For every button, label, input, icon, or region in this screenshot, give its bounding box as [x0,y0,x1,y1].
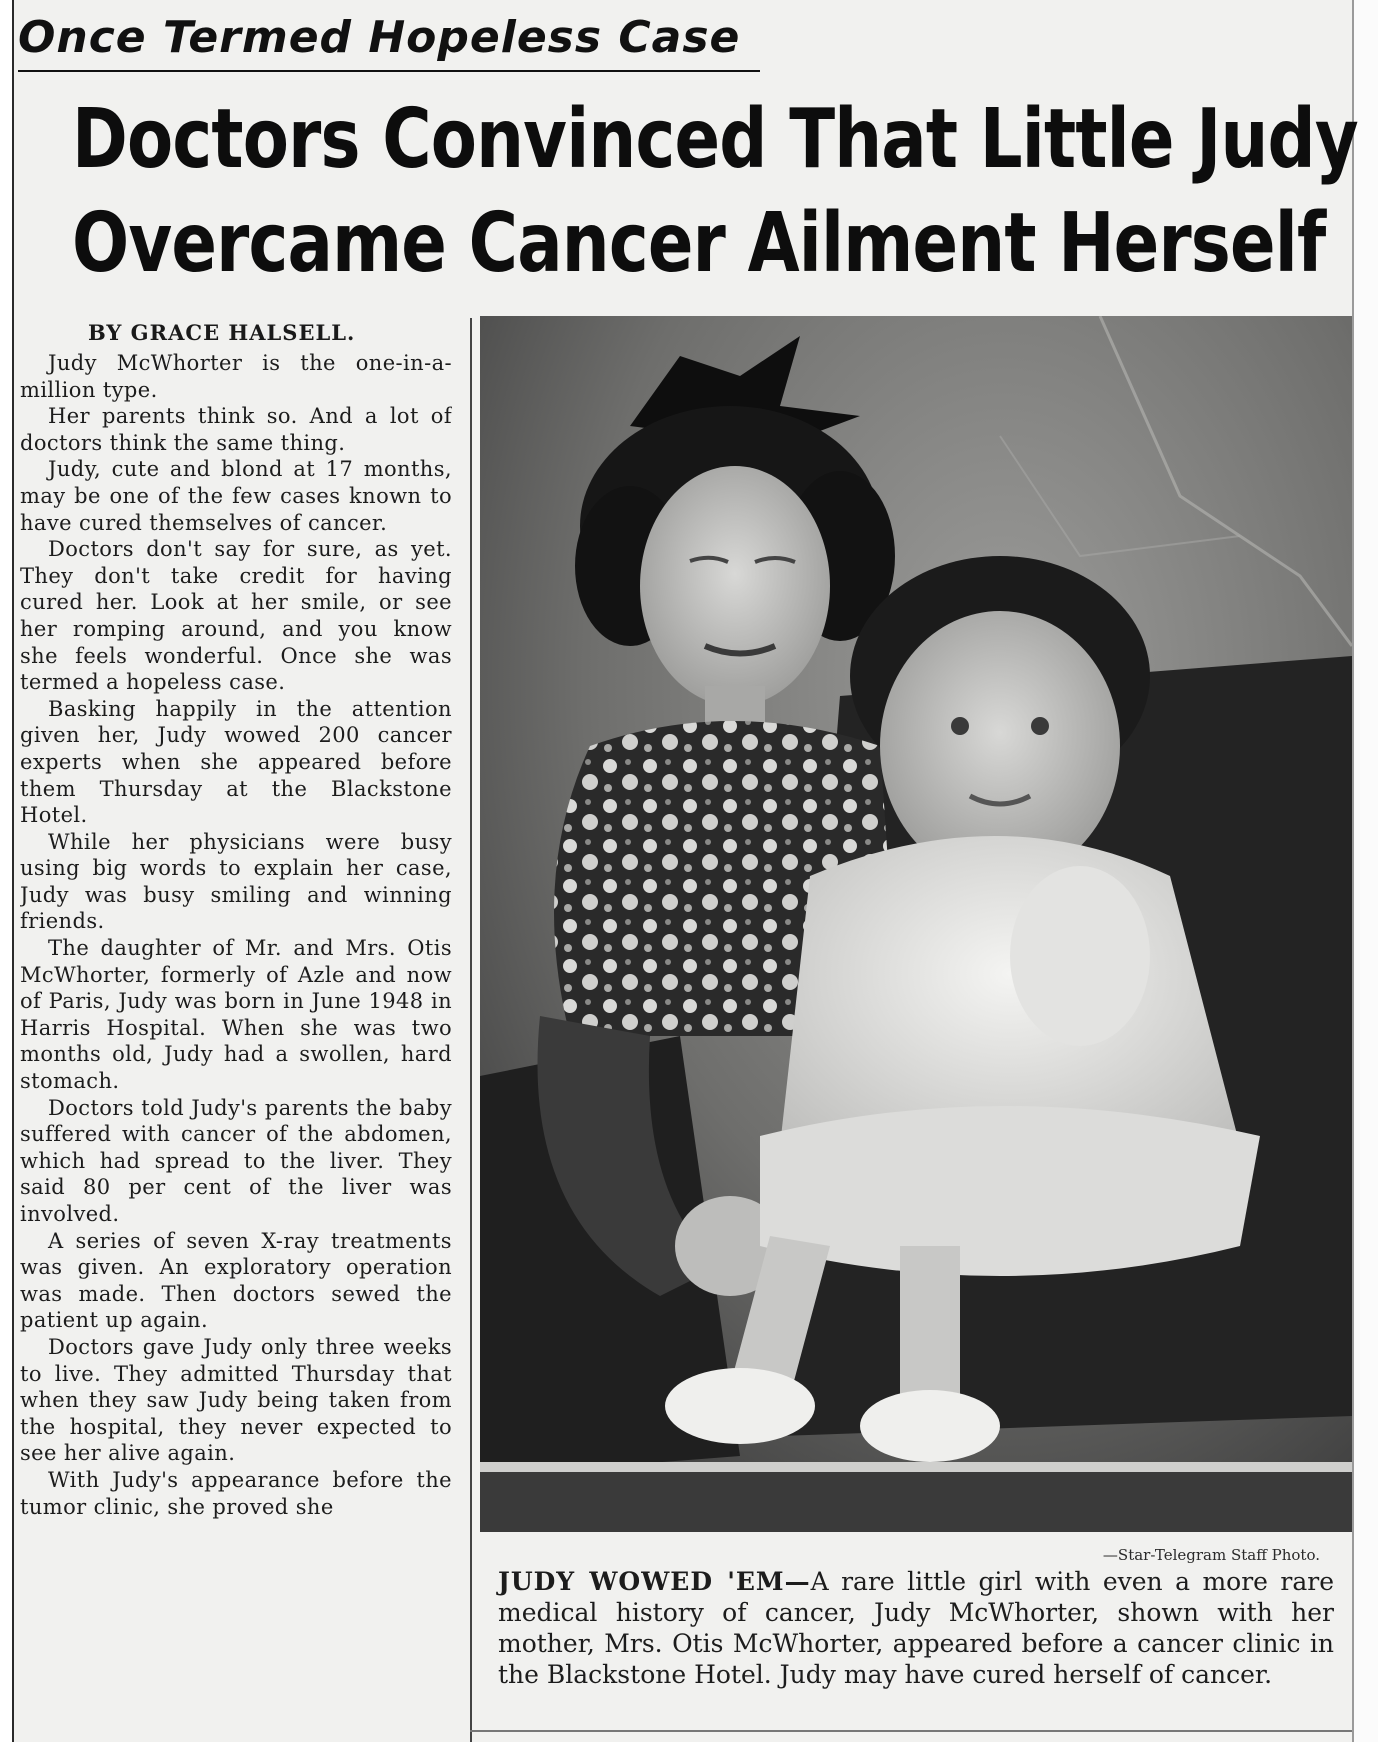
headline-line-2: Overcame Cancer Ailment Herself [72,196,1326,291]
paragraph: Basking happily in the attention given her, Judy wowed 200 cancer experts when she appeared before them Thursday at the Blackstone Hotel. [20,696,452,828]
page-margin [1352,0,1378,1742]
headline-line-1: Doctors Convinced That Little Judy [72,92,1358,187]
caption-body: A rare little girl with even a more rare medical history of cancer, Judy McWhorter, shown with her mother, Mrs. Otis McWhorter, appeared before a cancer clinic in the Blackstone Hotel. Judy may have cured herself of cancer. [498,1567,1334,1689]
paragraph: With Judy's appearance before the tumor clinic, she proved she [20,1467,452,1519]
paragraph: Doctors don't say for sure, as yet. They don't take credit for having cured her. Look at her smile, or see her romping around, and you know she feels wonderful. Once she was termed a hopeless case. [20,537,452,695]
paragraph: The daughter of Mr. and Mrs. Otis McWhorter, formerly of Azle and now of Paris, Judy was born in June 1948 in Harris Hospital. When she was two months old, Judy had a swollen, hard stomach. [20,936,452,1094]
paragraph: Doctors gave Judy only three weeks to live. They admitted Thursday that when they saw Judy being taken from the hospital, they never expected to see her alive again. [20,1334,452,1466]
photo-credit: —Star-Telegram Staff Photo. [1102,1546,1320,1564]
column-divider [470,318,472,1742]
caption-bottom-rule [470,1730,1352,1732]
kicker-underline [18,70,760,72]
paragraph: Judy, cute and blond at 17 months, may be one of the few cases known to have cured themselves of cancer. [20,457,452,535]
paragraph: Judy McWhorter is the one-in-a-million type. [20,351,452,402]
paragraph: Doctors told Judy's parents the baby suffered with cancer of the abdomen, which had spread to the liver. They said 80 per cent of the liver was involved. [20,1095,452,1226]
paragraph: A series of seven X-ray treatments was given. An exploratory operation was made. Then doctors sewed the patient up again. [20,1228,452,1333]
photo-mother-and-child [480,316,1352,1532]
paragraph: While her physicians were busy using big words to explain her case, Judy was busy smiling and winning friends. [20,829,452,934]
photo-caption [498,1566,1334,1716]
news-photo [480,316,1352,1532]
byline: BY GRACE HALSELL. [88,320,356,345]
kicker-headline: Once Termed Hopeless Case [18,12,741,63]
caption-lead: JUDY WOWED 'EM— [498,1567,811,1596]
main-headline [72,88,1358,298]
article-body [20,350,452,1740]
paragraph: Her parents think so. And a lot of doctors think the same thing. [20,404,452,455]
